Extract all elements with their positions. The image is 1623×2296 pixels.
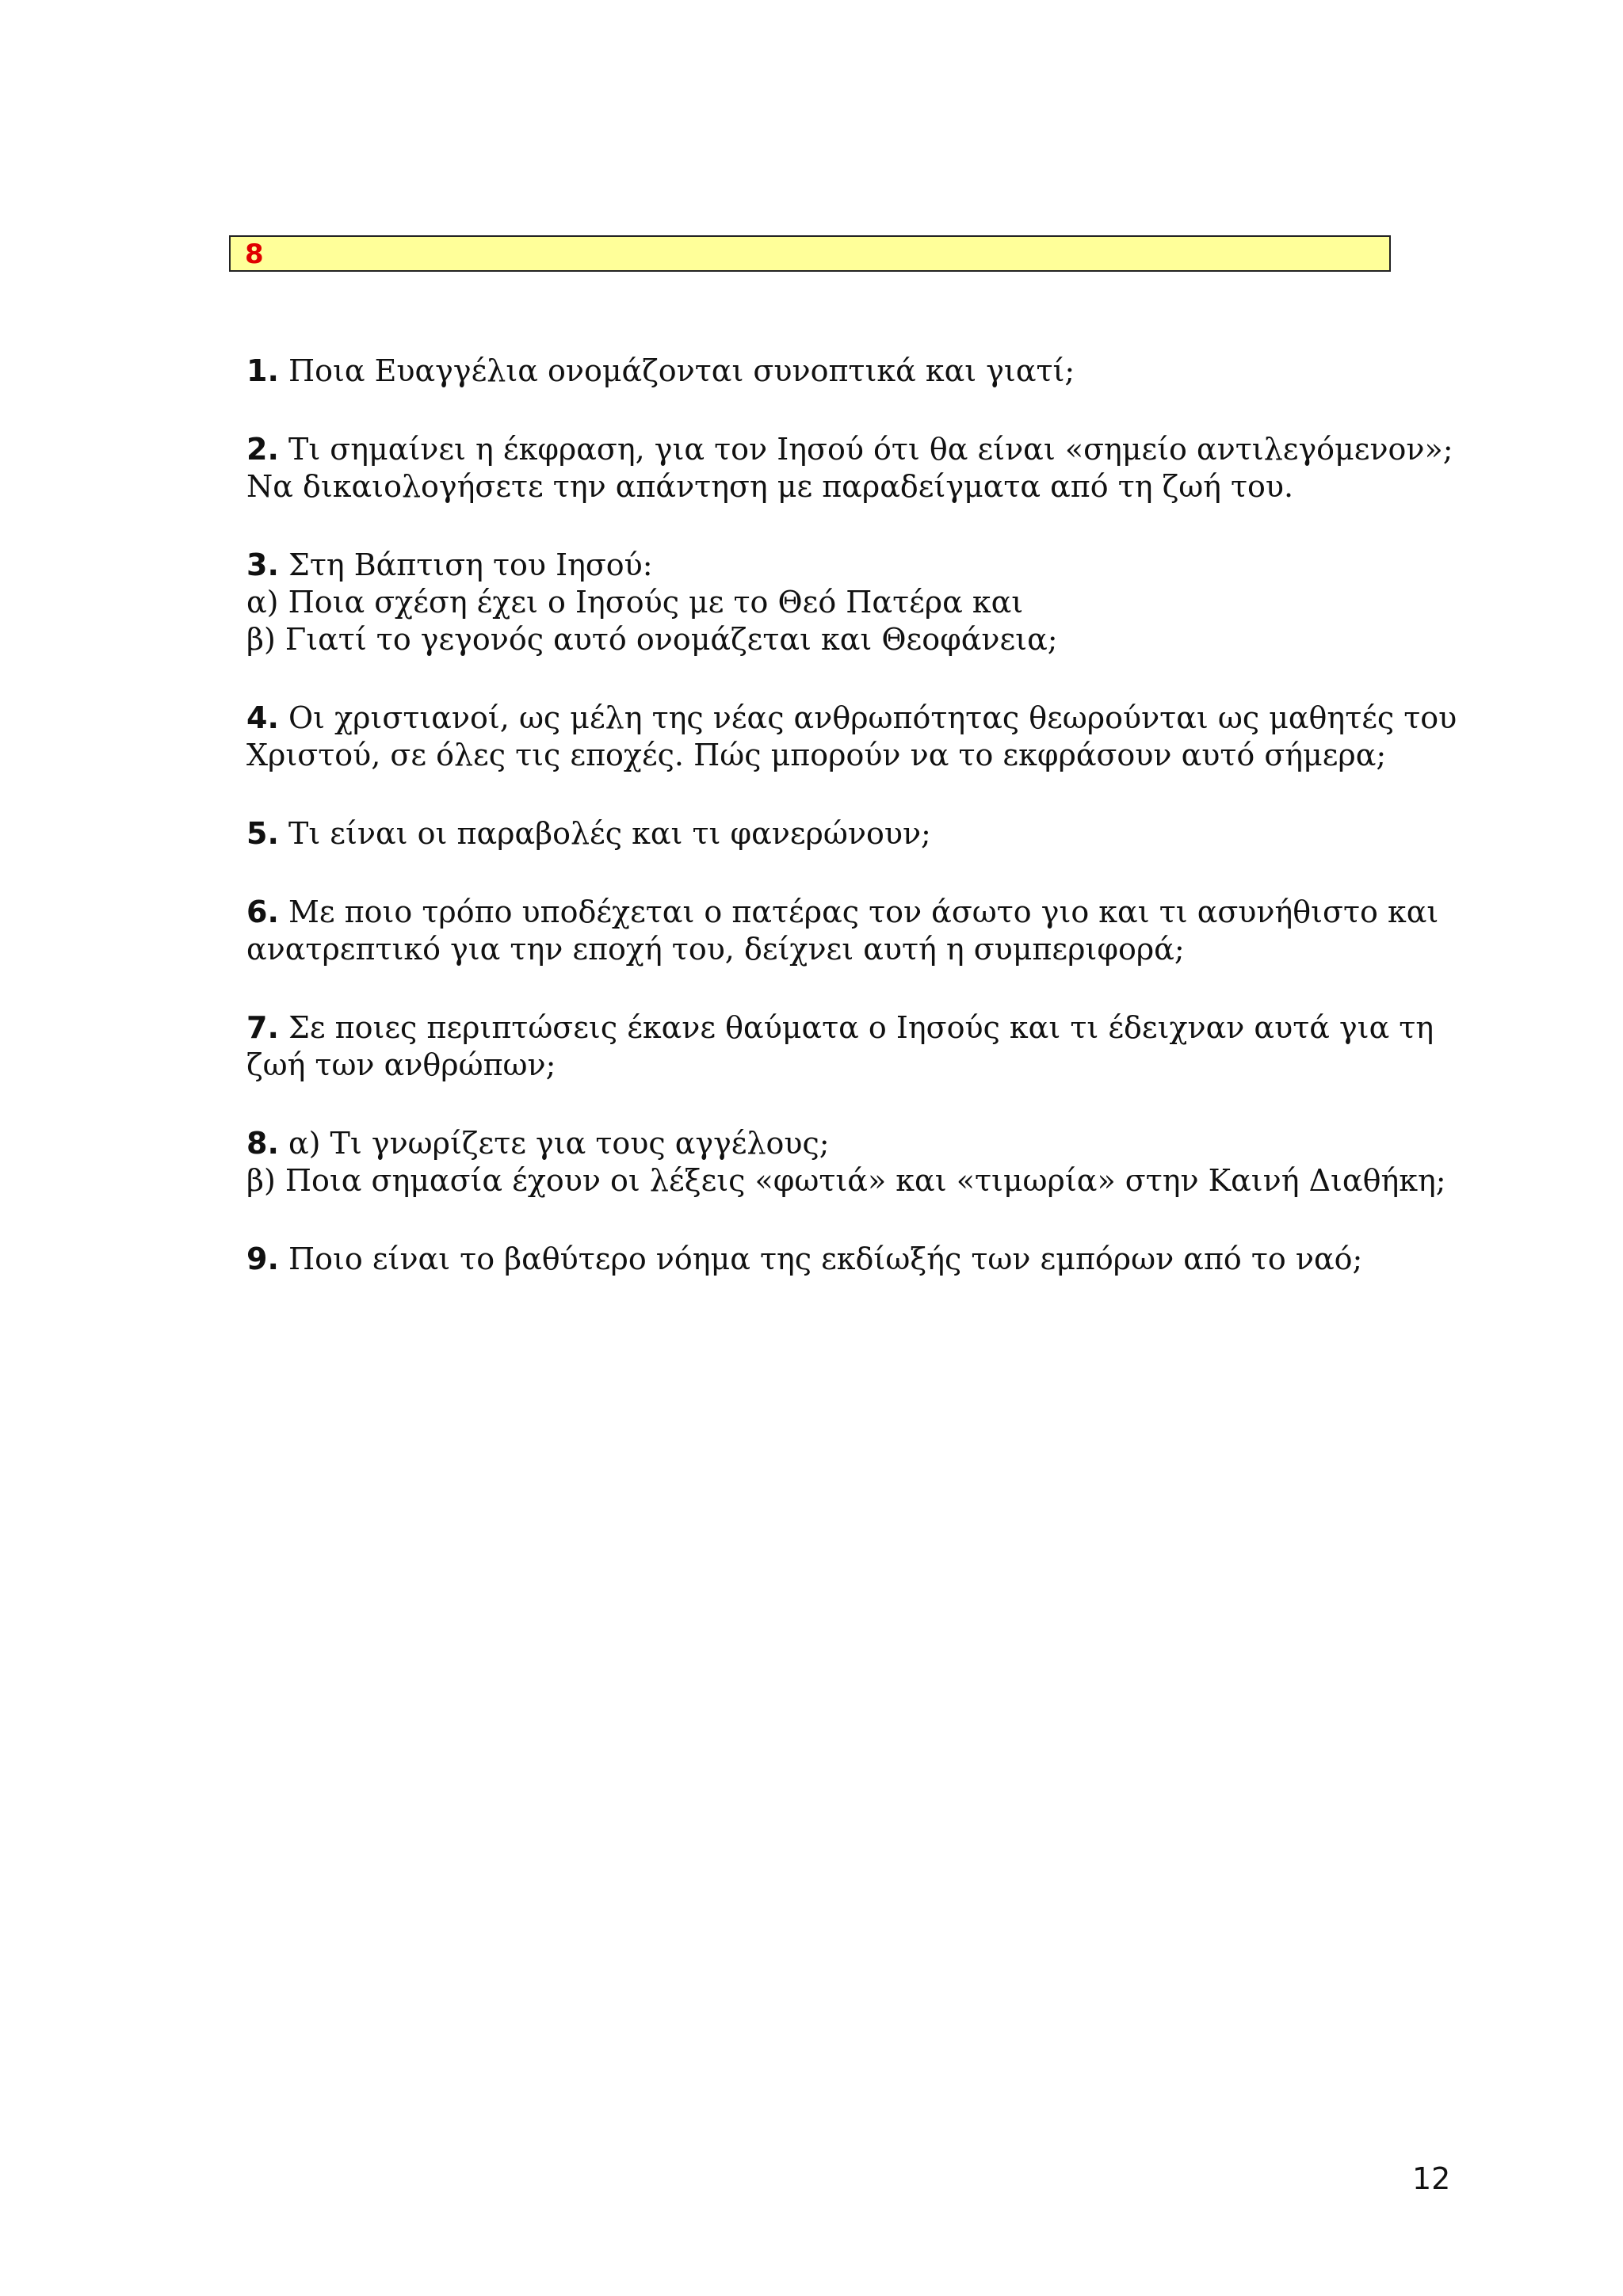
question-text: Σε ποιες περιπτώσεις έκανε θαύματα ο Ιησούς και τι έδειχναν αυτά για τη (288, 1010, 1434, 1045)
question-text: β) Γιατί το γεγονός αυτό ονομάζεται και Θεοφάνεια; (246, 622, 1058, 657)
question-text: Τι σημαίνει η έκφραση, για τον Ιησού ότι θα είναι «σημείο αντιλεγόμενον»; (288, 432, 1453, 467)
question-text: Οι χριστιανοί, ως μέλη της νέας ανθρωπότητας θεωρούνται ως μαθητές του (288, 700, 1457, 735)
question-8 (246, 1125, 1451, 1199)
question-line (246, 1009, 1451, 1047)
question-line (246, 700, 1457, 737)
question-number: 7. (246, 1010, 279, 1045)
question-7 (246, 1009, 1451, 1084)
page-number: 12 (1412, 2161, 1451, 2196)
question-line (246, 1125, 1451, 1162)
question-2 (246, 431, 1451, 505)
question-line (246, 815, 1451, 852)
question-4 (246, 700, 1457, 774)
question-1 (246, 353, 1451, 390)
section-number: 8 (245, 238, 264, 270)
question-number: 3. (246, 547, 279, 582)
question-text: Ποιο είναι το βαθύτερο νόημα της εκδίωξής των εμπόρων από το ναό; (288, 1241, 1363, 1276)
question-line (246, 431, 1451, 468)
question-line (246, 894, 1451, 931)
question-text: Τι είναι οι παραβολές και τι φανερώνουν; (288, 816, 931, 851)
question-text: Ποια Ευαγγέλια ονομάζονται συνοπτικά και γιατί; (288, 353, 1075, 388)
question-text: α) Τι γνωρίζετε για τους αγγέλους; (288, 1126, 830, 1161)
question-9 (246, 1241, 1451, 1278)
question-text: Στη Βάπτιση του Ιησού: (288, 547, 653, 582)
question-number: 5. (246, 816, 279, 851)
question-number: 4. (246, 700, 279, 735)
question-number: 1. (246, 353, 279, 388)
question-number: 2. (246, 432, 279, 467)
question-5 (246, 815, 1451, 852)
question-6 (246, 894, 1451, 968)
question-line (246, 1241, 1451, 1278)
question-text: Με ποιο τρόπο υποδέχεται ο πατέρας τον άσωτο γιο και τι ασυνήθιστο και (288, 894, 1439, 929)
question-text: ανατρεπτικό για την εποχή του, δείχνει αυτή η συμπεριφορά; (246, 932, 1185, 967)
question-number: 6. (246, 894, 279, 929)
question-number: 9. (246, 1241, 279, 1276)
question-text: α) Ποια σχέση έχει ο Ιησούς με το Θεό Πατέρα και (246, 585, 1024, 620)
question-list (246, 353, 1457, 1319)
question-text: ζωή των ανθρώπων; (246, 1047, 556, 1082)
question-line (246, 547, 1451, 584)
question-text: Χριστού, σε όλες τις εποχές. Πώς μπορούν να το εκφράσουν αυτό σήμερα; (246, 738, 1387, 772)
question-text: Να δικαιολογήσετε την απάντηση με παραδείγματα από τη ζωή του. (246, 469, 1294, 504)
question-text: β) Ποια σημασία έχουν οι λέξεις «φωτιά» και «τιμωρία» στην Καινή Διαθήκη; (246, 1163, 1446, 1198)
question-line (246, 353, 1451, 390)
question-number: 8. (246, 1126, 279, 1161)
question-3 (246, 547, 1451, 658)
section-header-box (229, 235, 1391, 272)
